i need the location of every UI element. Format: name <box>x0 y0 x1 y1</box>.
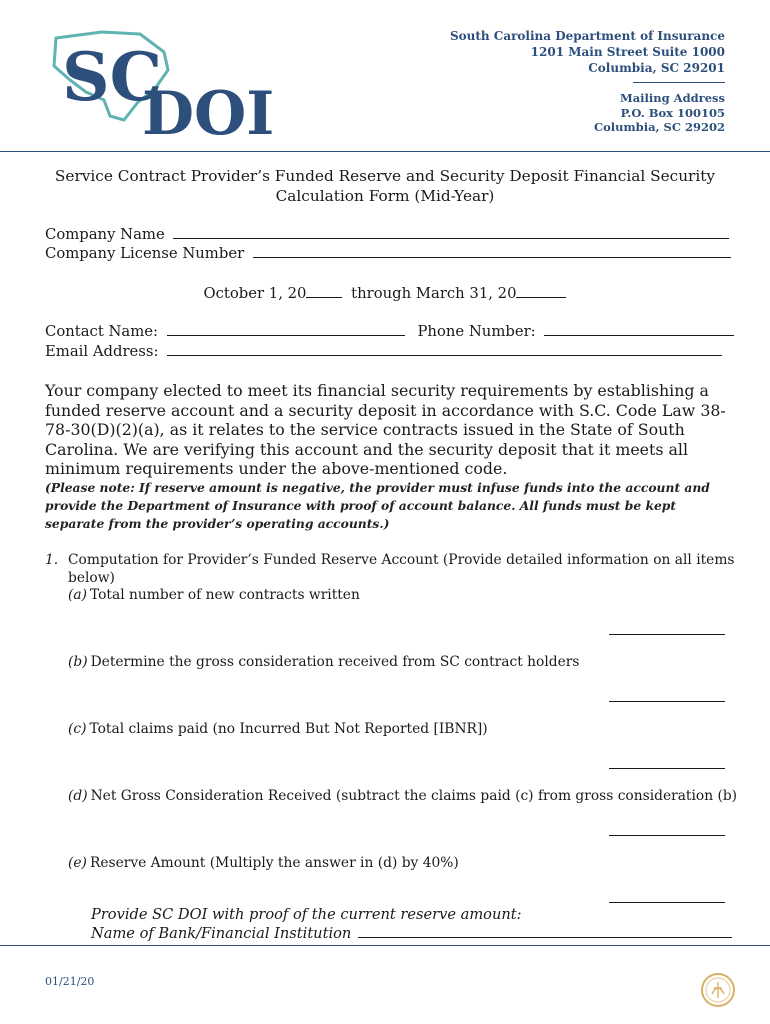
contact-row <box>45 322 734 341</box>
email-address-field[interactable] <box>167 342 722 356</box>
contact-name-field[interactable] <box>167 322 405 336</box>
company-name-field[interactable] <box>173 225 729 239</box>
section-heading: Computation for Provider’s Funded Reserve Account (Provide detailed information on all items below) <box>68 552 735 586</box>
item-a-answer-field[interactable] <box>609 634 725 635</box>
header-divider <box>0 151 770 152</box>
item-d-answer-field[interactable] <box>609 835 725 836</box>
item-d-letter: (d) <box>68 788 88 804</box>
contact-name-label: Contact Name: <box>45 323 159 340</box>
company-name-label: Company Name <box>45 226 165 243</box>
period-start-label: October 1, 20 <box>203 285 307 302</box>
company-license-label: Company License Number <box>45 245 245 262</box>
item-b <box>68 653 579 671</box>
section-number: 1. <box>45 552 59 568</box>
form-title-line2: Calculation Form (Mid-Year) <box>275 187 495 205</box>
phone-number-label: Phone Number: <box>417 323 536 340</box>
revision-date: 01/21/20 <box>45 975 95 988</box>
mailing-city: Columbia, SC 29202 <box>593 120 725 134</box>
logo-sc-text: SC <box>62 38 163 116</box>
email-address-label: Email Address: <box>45 343 159 360</box>
item-b-letter: (b) <box>68 654 88 670</box>
item-c <box>68 720 488 738</box>
period-end-year-field[interactable] <box>516 284 566 298</box>
item-d <box>68 787 737 805</box>
item-b-text: Determine the gross consideration received from SC contract holders <box>90 654 580 670</box>
item-e-letter: (e) <box>68 855 87 871</box>
period-start-year-field[interactable] <box>306 284 342 298</box>
bank-name-field[interactable] <box>358 924 732 938</box>
mailing-label: Mailing Address <box>619 91 725 105</box>
street-address: 1201 Main Street Suite 1000 <box>530 45 725 59</box>
logo-doi-text: DOI <box>142 79 275 140</box>
item-b-answer-field[interactable] <box>609 701 725 702</box>
department-name: South Carolina Department of Insurance <box>449 29 725 43</box>
item-c-letter: (c) <box>68 721 87 737</box>
scdoi-logo <box>42 28 282 140</box>
period-end-label: through March 31, 20 <box>351 285 517 302</box>
company-license-row <box>45 244 731 263</box>
bank-name-label: Name of Bank/Financial Institution <box>91 925 352 942</box>
footer-divider <box>0 945 770 946</box>
proof-instruction: Provide SC DOI with proof of the current reserve amount: <box>91 906 522 923</box>
negative-reserve-note: (Please note: If reserve amount is negative, the provider must infuse funds into the account and provide the Department of Insurance with proof of account balance. All funds must be kept separate from the provider’s operating accounts.) <box>45 480 710 531</box>
company-name-row <box>45 225 729 244</box>
form-title <box>0 166 770 206</box>
city-address: Columbia, SC 29201 <box>588 61 725 75</box>
phone-number-field[interactable] <box>544 322 734 336</box>
address-divider <box>633 82 725 83</box>
item-e-text: Reserve Amount (Multiply the answer in (d) by 40%) <box>89 855 459 871</box>
item-c-text: Total claims paid (no Incurred But Not Reported [IBNR]) <box>89 721 488 737</box>
item-e <box>68 854 459 872</box>
department-address <box>450 28 725 76</box>
item-e-answer-field[interactable] <box>609 902 725 903</box>
intro-paragraph: Your company elected to meet its financial security requirements by establishing a funded reserve account and a security deposit in accordance with S.C. Code Law 38-78-30(D)(2)(a), as it relates to the service contracts issued in the State of South Carolina. We are verifying this account and the security deposit that it meets all minimum requirements under the above-mentioned code. <box>45 381 726 479</box>
reporting-period <box>0 284 770 303</box>
item-c-answer-field[interactable] <box>609 768 725 769</box>
state-seal-icon <box>700 972 736 1008</box>
po-box: P.O. Box 100105 <box>620 105 725 120</box>
bank-row <box>91 924 732 943</box>
item-a-letter: (a) <box>68 587 87 603</box>
item-a-text: Total number of new contracts written <box>90 587 360 603</box>
email-row <box>45 342 722 361</box>
mailing-address <box>594 91 725 135</box>
item-a <box>68 586 360 604</box>
company-license-field[interactable] <box>253 244 731 258</box>
form-title-line1: Service Contract Provider’s Funded Reserve and Security Deposit Financial Security <box>54 167 716 185</box>
item-d-text: Net Gross Consideration Received (subtract the claims paid (c) from gross consideration (b) <box>90 788 738 804</box>
